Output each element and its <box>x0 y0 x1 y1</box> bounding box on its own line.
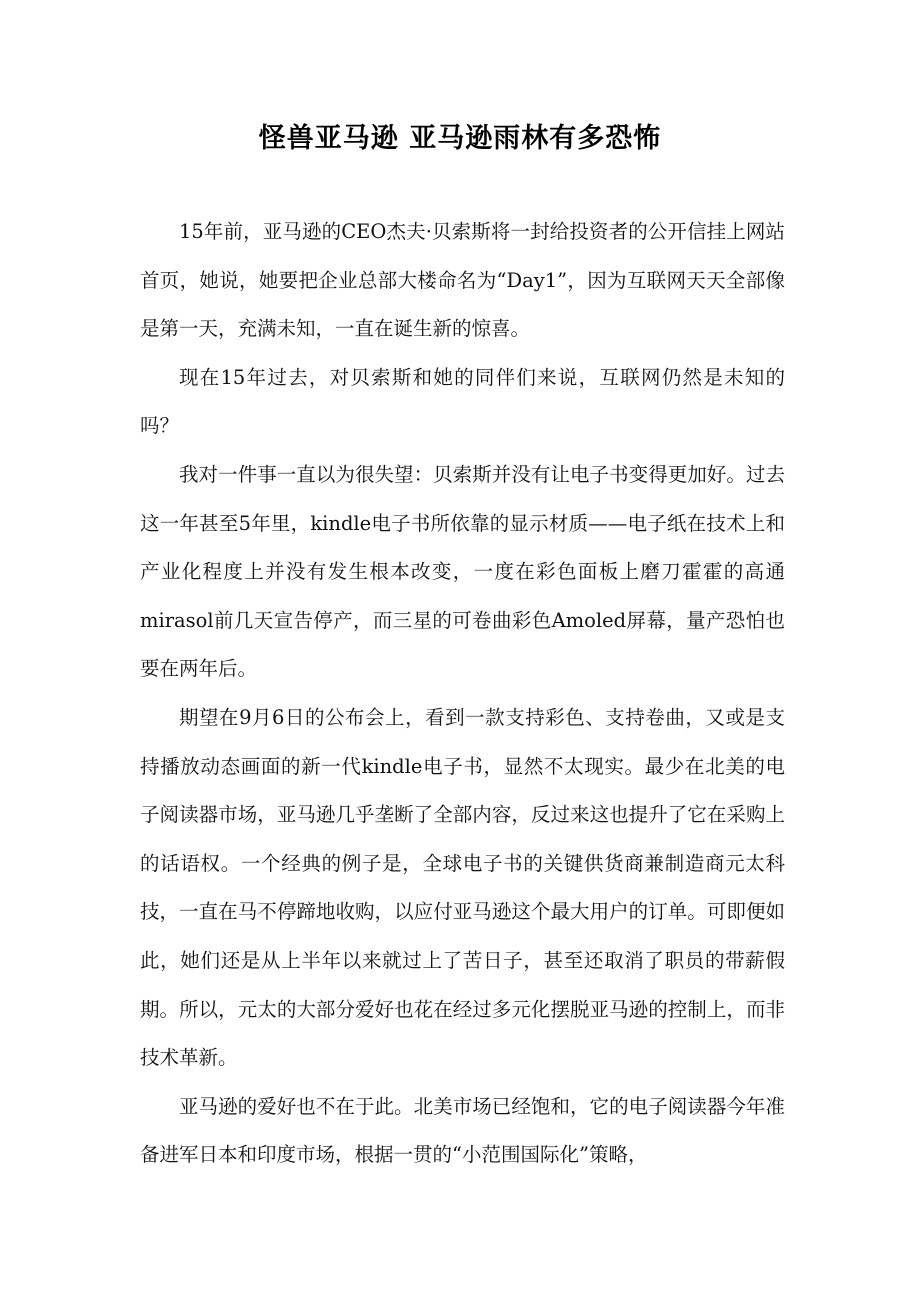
paragraph-2: 现在15年过去，对贝索斯和她的同伴们来说，互联网仍然是未知的吗？ <box>140 365 785 438</box>
paragraph-4: 期望在9月6日的公布会上，看到一款支持彩色、支持卷曲，又或是支持播放动态画面的新一代kindle电子书，显然不太现实。最少在北美的电子阅读器市场，亚马逊几乎垄断了全部内容，反过来这也提升了它在采购上的话语权。一个经典的例子是，全球电子书的关键供货商兼制造商元太科技，一直在马不停蹄地收购，以应付亚马逊这个最大用户的订单。可即便如此，她们还是从上半年以来就过上了苦日子，甚至还取消了职员的带薪假期。所以，元太的大部分爱好也花在经过多元化摆脱亚马逊的控制上，而非技术革新。 <box>140 705 785 1070</box>
paragraph-5: 亚马逊的爱好也不在于此。北美市场已经饱和，它的电子阅读器今年准备进军日本和印度市场，根据一贯的“小范围国际化”策略， <box>140 1094 785 1167</box>
document-body <box>140 208 785 1180</box>
paragraph-3: 我对一件事一直以为很失望：贝索斯并没有让电子书变得更加好。过去这一年甚至5年里，kindle电子书所依靠的显示材质——电子纸在技术上和产业化程度上并没有发生根本改变，一度在彩色面板上磨刀霍霍的高通mirasol前几天宣告停产，而三星的可卷曲彩色Amoled屏幕，量产恐怕也要在两年后。 <box>140 462 785 681</box>
document-title: 怪兽亚马逊 亚马逊雨林有多恐怖 <box>258 123 662 154</box>
paragraph-1: 15年前，亚马逊的CEO杰夫·贝索斯将一封给投资者的公开信挂上网站首页，她说，她要把企业总部大楼命名为“Day1”，因为互联网天天全部像是第一天，充满未知，一直在诞生新的惊喜。 <box>140 220 785 341</box>
